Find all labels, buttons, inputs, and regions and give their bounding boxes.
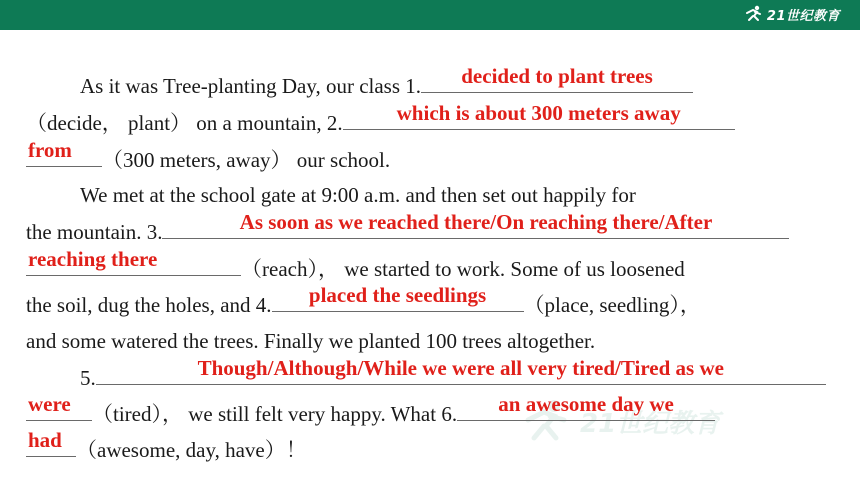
- passage-line-10: [26, 392, 715, 427]
- answer-2-part-1: which is about 300 meters away: [396, 101, 681, 125]
- passage-line-4: [80, 182, 636, 208]
- answer-6-part-1: an awesome day we: [498, 392, 674, 416]
- line-text: （tired）， we still felt very happy. What 6.: [92, 402, 458, 426]
- answer-2-part-2: from: [28, 138, 72, 162]
- answer-blank-2: [343, 101, 735, 130]
- answer-3-part-1: As soon as we reached there/On reaching there/After: [239, 210, 713, 234]
- line-text: the mountain. 3.: [26, 220, 163, 244]
- answer-blank-6-cont: [26, 428, 76, 457]
- answer-6-part-2: had: [28, 428, 62, 452]
- answer-5-part-2: were: [28, 392, 71, 416]
- passage-line-5: [26, 210, 789, 245]
- line-text: （awesome, day, have）！: [76, 438, 307, 462]
- passage-line-6: [26, 247, 685, 282]
- watermark-text: 21世纪教育: [580, 408, 721, 439]
- answer-blank-1: [421, 64, 693, 93]
- passage-line-11: [26, 428, 307, 463]
- answer-blank-5-cont: [26, 392, 92, 421]
- passage-line-1: [80, 64, 693, 99]
- line-text: the soil, dug the holes, and 4.: [26, 293, 272, 317]
- answer-blank-2-cont: [26, 138, 102, 167]
- answer-3-part-2: reaching there: [28, 247, 158, 271]
- line-text: and some watered the trees. Finally we planted 100 trees altogether.: [26, 329, 596, 353]
- answer-blank-3-cont: [26, 247, 241, 276]
- line-text: As it was Tree-planting Day, our class 1.: [80, 74, 422, 98]
- passage-line-9: [80, 356, 826, 391]
- logo-text: 21世纪教育: [766, 8, 840, 24]
- answer-blank-4: [272, 283, 524, 312]
- line-text: （300 meters, away） our school.: [102, 148, 391, 172]
- line-text: 5.: [80, 366, 96, 390]
- line-text: （place, seedling），: [523, 293, 701, 317]
- answer-blank-5: [96, 356, 826, 385]
- passage-line-7: [26, 283, 701, 318]
- answer-blank-6: [457, 392, 715, 421]
- passage-line-8: [26, 328, 595, 354]
- line-text: （reach）， we started to work. Some of us loosened: [241, 257, 685, 281]
- passage-line-2: [26, 101, 735, 136]
- answer-blank-3: [162, 210, 789, 239]
- line-text: We met at the school gate at 9:00 a.m. and then set out happily for: [80, 183, 636, 207]
- passage-line-3: [26, 138, 391, 173]
- line-text: （decide， plant） on a mountain, 2.: [26, 111, 343, 135]
- answer-1: decided to plant trees: [461, 64, 653, 88]
- answer-5-part-1: Though/Although/While we were all very tired/Tired as we: [197, 356, 724, 380]
- answer-4: placed the seedlings: [308, 283, 487, 307]
